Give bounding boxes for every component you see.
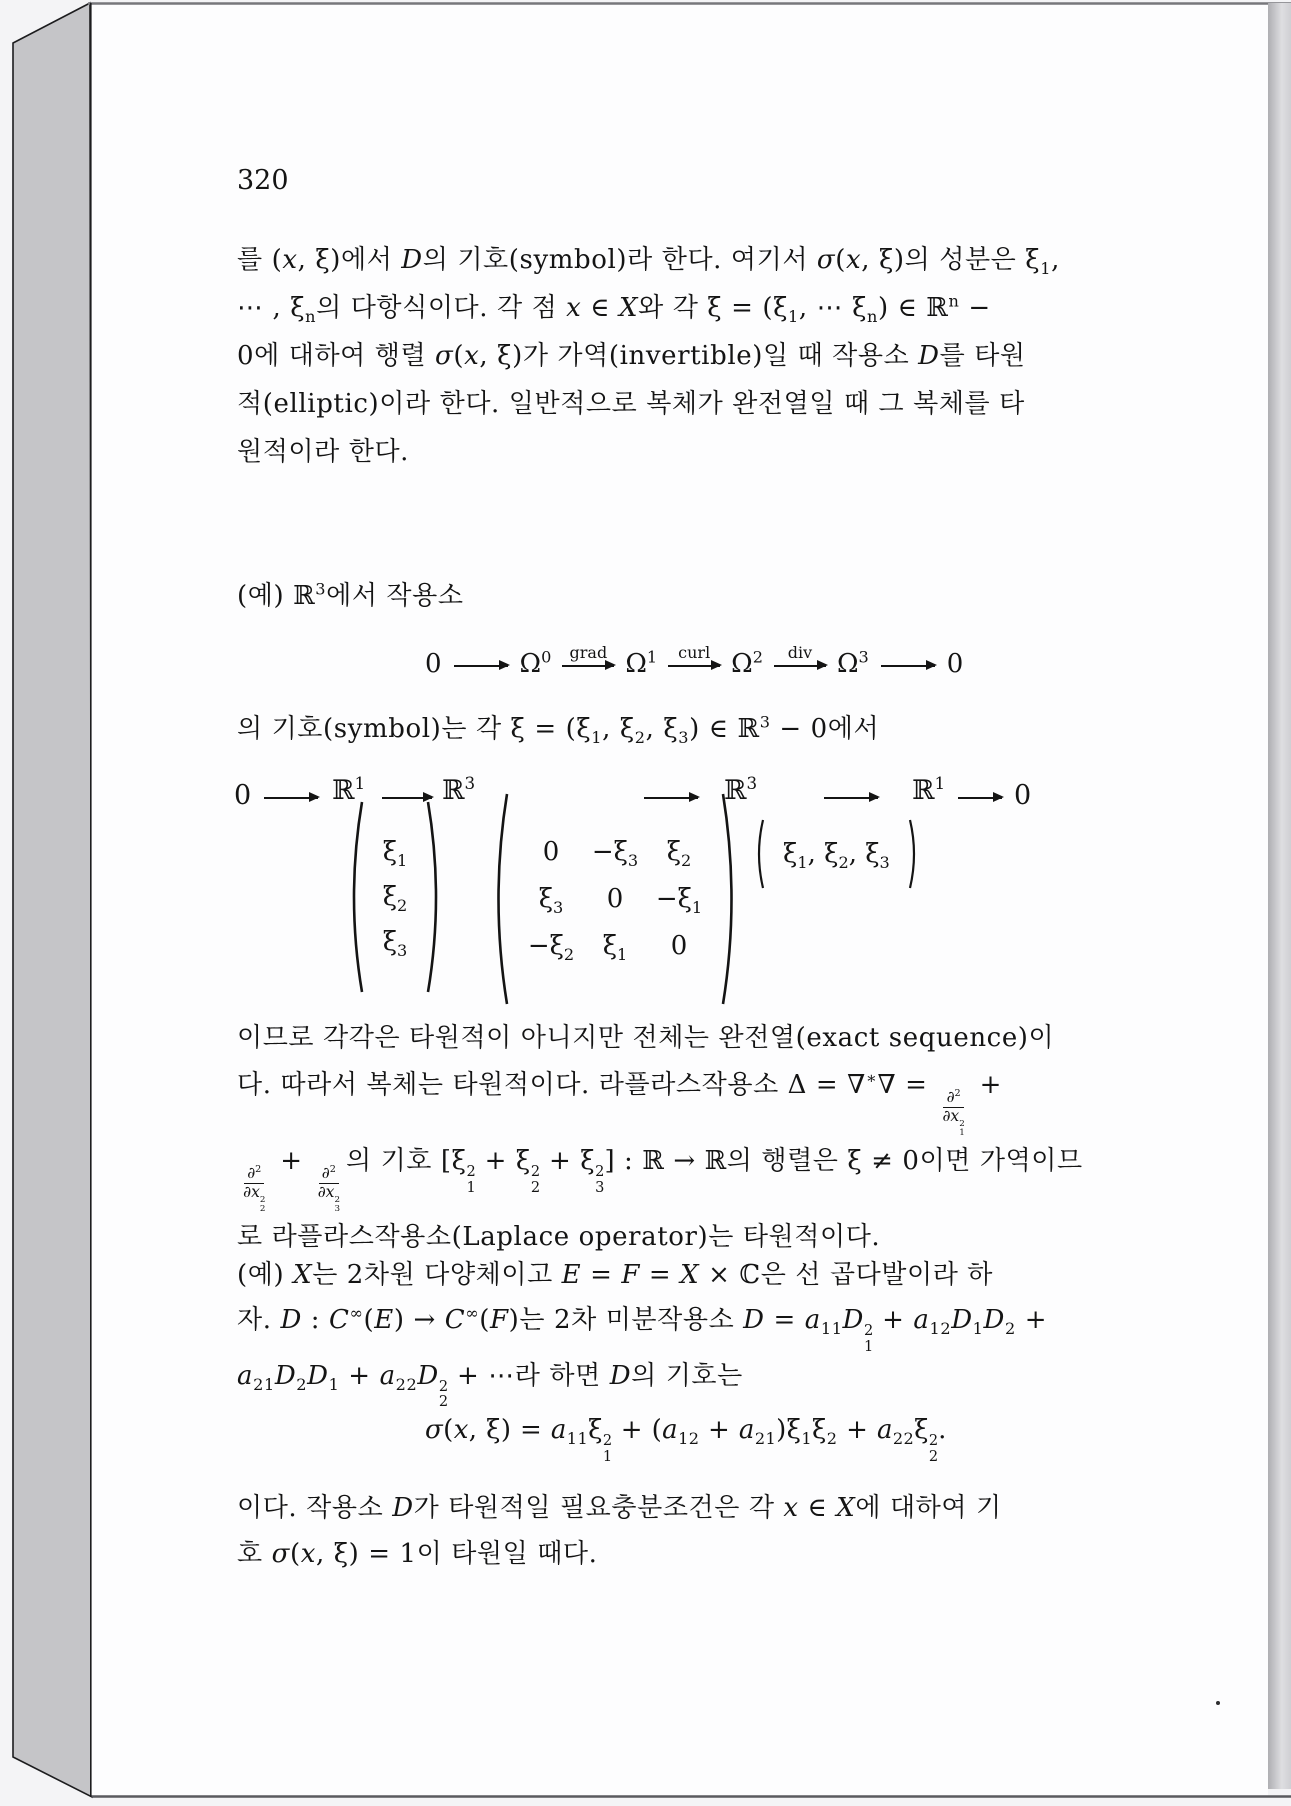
arrow-right-icon — [881, 665, 935, 667]
paren-left — [343, 797, 367, 997]
matrix-cell: $-\xi_1$ — [655, 884, 703, 918]
matrix-cell: $-\xi_3$ — [591, 837, 639, 871]
space-term: 0 — [234, 780, 252, 811]
seq-term: $\Omega^0$ — [519, 647, 552, 679]
vector-entries: $\xi_1$, $\xi_2$, $\xi_3$ — [783, 839, 890, 873]
matrix-cell: $\xi_3$ — [538, 884, 564, 918]
text-line: 자. D : C∞(E) → C∞(F)는 2차 미분작용소 $D = a_{11}D$ 2 1 + $a_{12}D_1D_2$ + — [237, 1303, 1048, 1355]
page-content — [90, 3, 1268, 1797]
space-term: ℝ$^1$ — [332, 773, 366, 806]
vector-entries — [372, 830, 418, 965]
space-term: 0 — [1014, 780, 1032, 811]
arrow-right-icon — [668, 665, 720, 667]
grad-arrow — [562, 645, 614, 667]
seq-term: $\Omega^2$ — [731, 647, 763, 679]
space-term: ℝ$^3$ — [442, 773, 476, 806]
text-line: 적(elliptic)이라 한다. 일반적으로 복체가 완전열일 때 그 복체를 타 — [237, 389, 1025, 419]
matrix-cell: 0 — [670, 931, 688, 961]
paren-right — [423, 797, 447, 997]
text-line: (예) X는 2차원 다양체이고 E = F = X × ℂ은 선 곱다발이라 하 — [237, 1260, 994, 1290]
vector-entry: $\xi_2$ — [382, 881, 408, 915]
text-line: 로 라플라스작용소(Laplace operator)는 타원적이다. — [237, 1221, 881, 1252]
text-line: 다. 따라서 복체는 타원적이다. 라플라스작용소 Δ = ∇∗∇ = ∂$^2$ ∂x 2 1 + — [237, 1068, 1003, 1138]
page-number: 320 — [237, 165, 289, 196]
column-vector — [343, 797, 447, 997]
row-vector — [752, 817, 921, 891]
paren-left — [486, 789, 512, 1009]
curl-matrix — [486, 789, 744, 1009]
seq-term: $\Omega^1$ — [625, 647, 658, 679]
text-line: 호 σ(x, ξ) = 1이 타원일 때다. — [237, 1539, 598, 1569]
text-line: ⋯ , $\xi_n$의 다항식이다. 각 점 x ∈ X와 각 $\xi = (\xi_1$, ⋯ $\xi_n$) ∈ ℝ$^n$ − — [237, 291, 991, 327]
page-right-shadow — [1268, 3, 1291, 1789]
book-spine-edge — [13, 3, 92, 1797]
paren-left — [752, 817, 766, 891]
text-line: 원적이라 한다. — [237, 437, 410, 467]
arrow-right-icon — [958, 797, 1002, 799]
example-1-heading: (예) ℝ$^3$에서 작용소 — [237, 579, 464, 611]
text-line: 이므로 각각은 타원적이 아니지만 전체는 완전열(exact sequence)이 — [237, 1023, 1055, 1053]
paragraph-1 — [237, 236, 1060, 476]
arrow-right-icon — [824, 797, 878, 799]
space-term: ℝ$^1$ — [912, 773, 946, 806]
text-line: 를 (x, ξ)에서 D의 기호(symbol)라 한다. 여기서 σ(x, ξ)의 성분은 $\xi_1$, — [237, 245, 1060, 279]
symbol-diagram — [90, 773, 1270, 1053]
matrix-cell: $\xi_2$ — [666, 837, 692, 871]
matrix-grid — [519, 829, 711, 970]
arrow-label: grad — [569, 643, 608, 662]
text-line: ∂$^2$ ∂x 2 2 + ∂$^2$ ∂x 2 3 의 기호 [ξ 2 1 + ξ 2 2 + ξ 2 3 ] : ℝ → ℝ의 행렬은 ξ ≠ 0이면 가역이므 — [243, 1145, 1083, 1214]
text-line: 이다. 작용소 D가 타원적일 필요충분조건은 각 x ∈ X에 대하여 기 — [237, 1493, 1002, 1523]
vector-entry: $\xi_1$ — [382, 836, 408, 870]
matrix-cell: $\xi_1$ — [602, 931, 628, 965]
paragraph-3 — [237, 1485, 1002, 1577]
vector-entry: $\xi_3$ — [382, 926, 408, 960]
div-arrow — [774, 645, 826, 667]
symbol-equation: σ(x, $\xi) = a_{11}\xi$ 2 1 + $(a_{12} + a_{21})\xi_1\xi_2 + a_{22}\xi$ 2 2 . — [425, 1415, 947, 1465]
matrix-cell: 0 — [606, 884, 624, 914]
arrow-right-icon — [454, 665, 508, 667]
arrow-right-icon — [774, 665, 826, 667]
matrix-cell: 0 — [542, 837, 560, 867]
paragraph-2 — [237, 1015, 1083, 1261]
seq-start: 0 — [425, 649, 442, 679]
paren-right — [907, 817, 921, 891]
symbol-line: 의 기호(symbol)는 각 $\xi = (\xi_1$, $\xi_2$, $\xi_3$) ∈ ℝ$^3$ − 0에서 — [237, 712, 880, 748]
seq-end: 0 — [946, 649, 964, 679]
example-2-paragraph — [237, 1253, 1047, 1410]
arrow-label: div — [787, 643, 813, 662]
de-rham-sequence — [423, 641, 965, 687]
ink-speck — [1216, 1701, 1220, 1705]
space-term: ℝ$^3$ — [724, 773, 758, 806]
paren-right — [718, 789, 744, 1009]
arrow-right-icon — [562, 665, 614, 667]
text-line: 0에 대하여 행렬 σ(x, ξ)가 가역(invertible)일 때 작용소 D를 타원 — [237, 341, 1026, 371]
arrow-right-icon — [264, 797, 318, 799]
curl-arrow — [668, 645, 720, 667]
matrix-cell: $-\xi_2$ — [527, 931, 575, 965]
seq-term: $\Omega^3$ — [836, 647, 869, 679]
text-line: $a_{21}D_2D_1 + a_{22}D$ 2 2 + ⋯라 하면 D의 기호는 — [237, 1360, 743, 1411]
arrow-label: curl — [678, 643, 711, 662]
